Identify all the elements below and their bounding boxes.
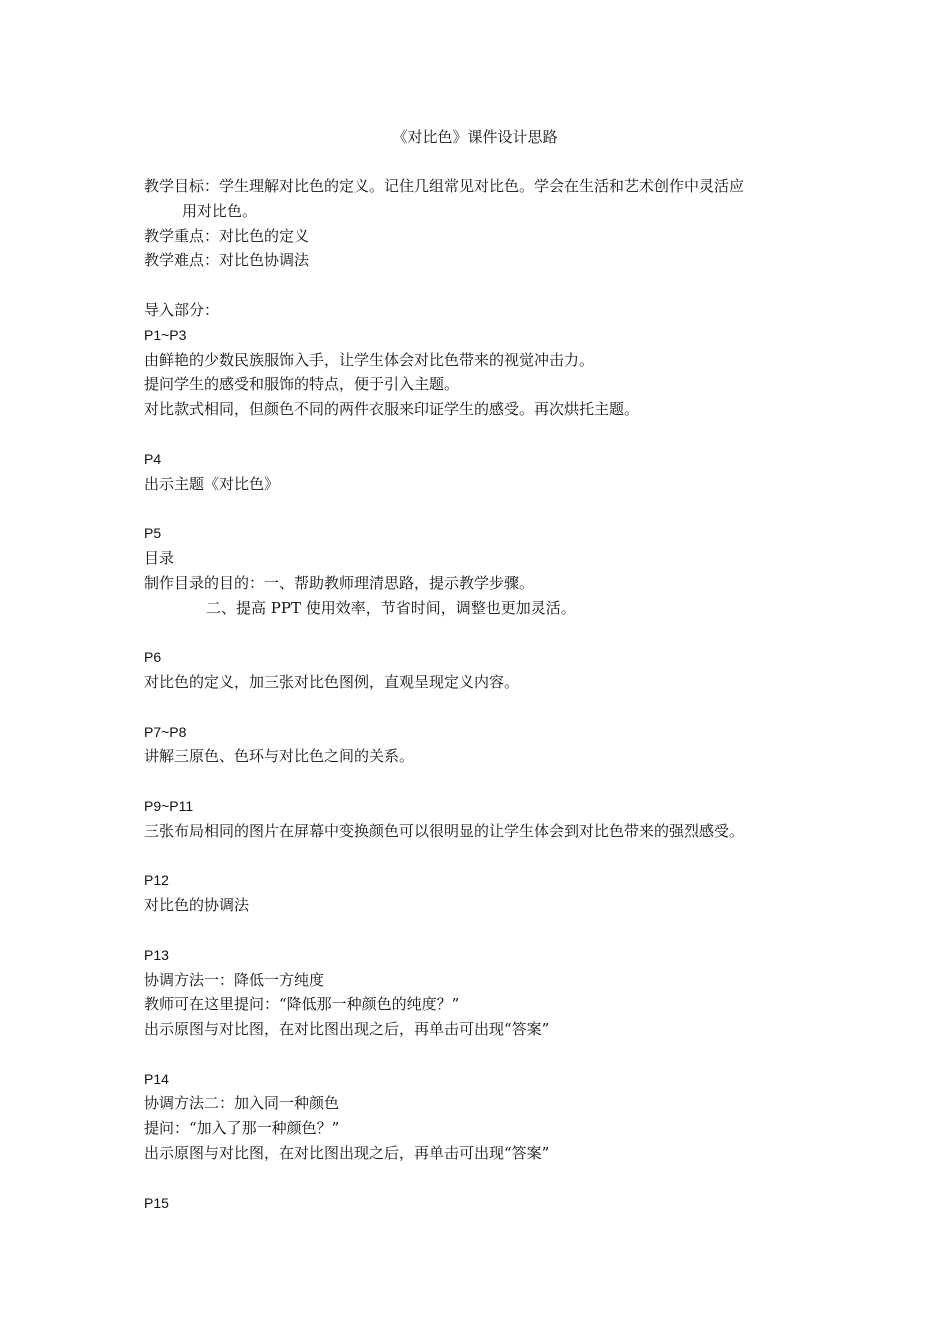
section-line: 提问学生的感受和服饰的特点，便于引入主题。 <box>144 375 460 394</box>
difficult-point: 教学难点：对比色协调法 <box>144 251 310 270</box>
spacer <box>144 769 824 794</box>
section-line: 由鲜艳的少数民族服饰入手，让学生体会对比色带来的视觉冲击力。 <box>144 350 595 369</box>
spacer <box>144 1042 824 1067</box>
section-line: 出示原图与对比图，在对比图出现之后，再单击可出现“答案” <box>144 1020 550 1039</box>
section-line: 对比色的协调法 <box>144 896 250 915</box>
section-page-label: P1~P3 <box>144 326 187 343</box>
section-page-label: P13 <box>144 946 169 963</box>
section-page-label: P12 <box>144 872 169 889</box>
section-page-label: P4 <box>144 450 162 467</box>
section-line: 出示主题《对比色》 <box>144 474 280 493</box>
section-line: 协调方法一：降低一方纯度 <box>144 970 325 989</box>
section-line: 二、提高 PPT 使用效率，节省时间，调整也更加灵活。 <box>206 598 576 617</box>
section-line: 对比款式相同，但颜色不同的两件衣服来印证学生的感受。再次烘托主题。 <box>144 400 640 419</box>
section-line: 讲解三原色、色环与对比色之间的关系。 <box>144 747 415 766</box>
section-page-label: P7~P8 <box>144 723 187 740</box>
spacer <box>144 273 824 298</box>
section-line: 对比色的定义，加三张对比色图例，直观呈现定义内容。 <box>144 672 520 691</box>
section-line: 目录 <box>144 548 175 567</box>
spacer <box>144 496 824 521</box>
spacer <box>144 1166 824 1191</box>
spacer <box>144 422 824 447</box>
objectives-line-1: 教学目标：学生理解对比色的定义。记住几组常见对比色。学会在生活和艺术创作中灵活应 <box>144 177 745 195</box>
section-line: 三张布局相同的图片在屏幕中变换颜色可以很明显的让学生体会到对比色带来的强烈感受。 <box>144 821 745 840</box>
intro-heading: 导入部分： <box>144 300 220 319</box>
section-page-label: P5 <box>144 525 162 542</box>
section-page-label: P9~P11 <box>144 797 194 814</box>
spacer <box>144 695 824 720</box>
document-body <box>144 174 824 1215</box>
section-line: 协调方法二：加入同一种颜色 <box>144 1094 340 1113</box>
objectives-line-2: 用对比色。 <box>182 201 258 220</box>
spacer <box>144 620 824 645</box>
document-title: 《对比色》课件设计思路 <box>392 128 558 146</box>
spacer <box>144 918 824 943</box>
section-line: 教师可在这里提问：“降低那一种颜色的纯度？” <box>144 995 460 1014</box>
spacer <box>144 844 824 869</box>
section-line: 出示原图与对比图，在对比图出现之后，再单击可出现“答案” <box>144 1144 550 1163</box>
section-page-label: P14 <box>144 1070 169 1087</box>
section-line: 提问：“加入了那一种颜色？” <box>144 1119 340 1138</box>
section-page-label: P15 <box>144 1194 169 1211</box>
section-page-label: P6 <box>144 649 162 666</box>
key-point: 教学重点：对比色的定义 <box>144 226 310 245</box>
section-line: 制作目录的目的：一、帮助教师理清思路，提示教学步骤。 <box>144 573 535 592</box>
